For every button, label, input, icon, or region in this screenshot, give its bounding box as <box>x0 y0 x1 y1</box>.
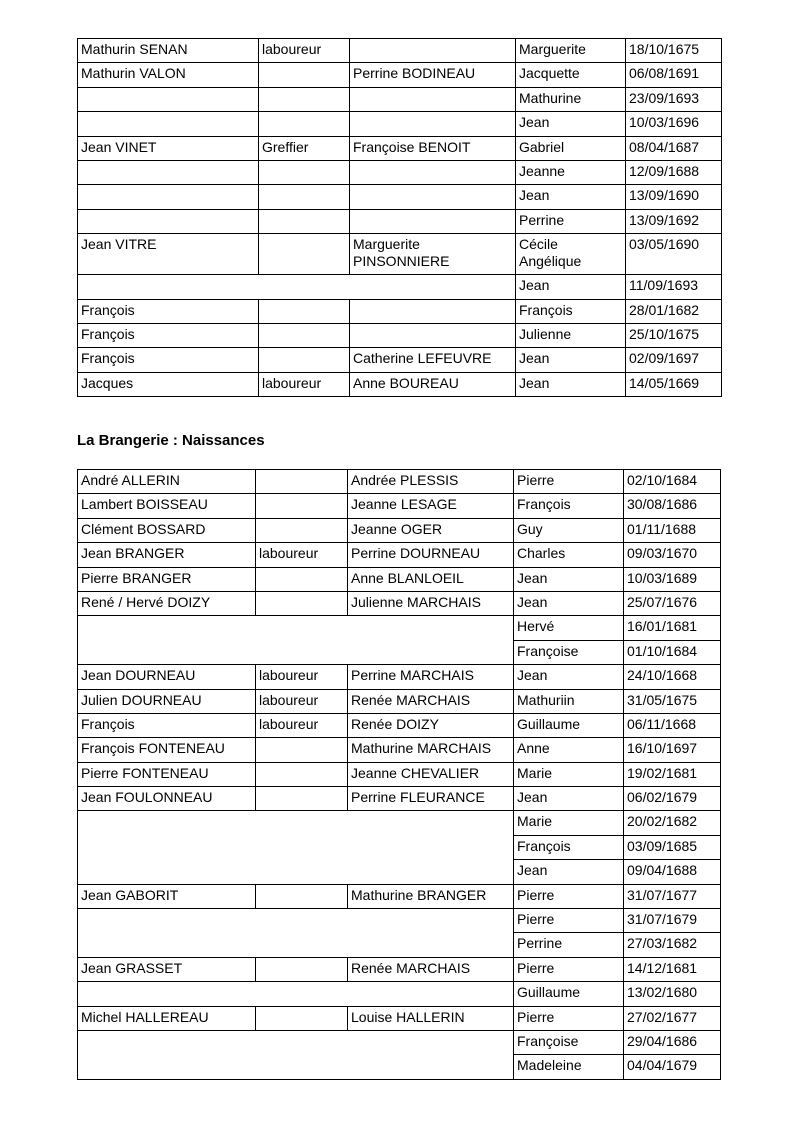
father-name-cell: Julien DOURNEAU <box>78 689 256 713</box>
baptism-table-continued <box>77 38 722 397</box>
father-name-cell: Clément BOSSARD <box>78 518 256 542</box>
table-row <box>78 787 721 811</box>
merged-cell <box>78 909 514 958</box>
table-row <box>78 543 721 567</box>
child-name-cell: François <box>516 299 626 323</box>
profession-cell <box>256 884 348 908</box>
table-row <box>78 63 722 87</box>
child-name-cell: Françoise <box>514 640 624 664</box>
profession-cell <box>256 518 348 542</box>
child-name-cell: Jean <box>514 860 624 884</box>
profession-cell <box>259 160 350 184</box>
mother-name-cell: Perrine DOURNEAU <box>348 543 514 567</box>
merged-cell <box>78 982 514 1006</box>
mother-name-cell: Perrine BODINEAU <box>350 63 516 87</box>
birth-date-cell: 13/09/1690 <box>626 185 722 209</box>
mother-name-cell: Marguerite PINSONNIERE <box>350 234 516 275</box>
father-name-cell <box>78 185 259 209</box>
birth-date-cell: 13/09/1692 <box>626 209 722 233</box>
father-name-cell: François <box>78 713 256 737</box>
table-row <box>78 372 722 396</box>
birth-date-cell: 03/09/1685 <box>624 835 721 859</box>
child-name-cell: Guillaume <box>514 713 624 737</box>
child-name-cell: Jean <box>514 787 624 811</box>
child-name-cell: Guillaume <box>514 982 624 1006</box>
birth-date-cell: 06/11/1668 <box>624 713 721 737</box>
father-name-cell: Jacques <box>78 372 259 396</box>
table-row <box>78 689 721 713</box>
child-name-cell: Guy <box>514 518 624 542</box>
mother-name-cell: Catherine LEFEUVRE <box>350 348 516 372</box>
profession-cell <box>256 738 348 762</box>
mother-name-cell: Mathurine BRANGER <box>348 884 514 908</box>
birth-date-cell: 20/02/1682 <box>624 811 721 835</box>
child-name-cell: Jacquette <box>516 63 626 87</box>
table-row <box>78 160 722 184</box>
table-row <box>78 185 722 209</box>
profession-cell <box>256 787 348 811</box>
father-name-cell: Mathurin SENAN <box>78 39 259 63</box>
mother-name-cell: Jeanne OGER <box>348 518 514 542</box>
merged-cell <box>78 275 516 299</box>
table-row <box>78 275 722 299</box>
birth-date-cell: 14/12/1681 <box>624 957 721 981</box>
table-row <box>78 738 721 762</box>
profession-cell <box>256 591 348 615</box>
profession-cell: laboureur <box>256 665 348 689</box>
birth-date-cell: 01/10/1684 <box>624 640 721 664</box>
merged-cell <box>78 616 514 665</box>
mother-name-cell: Mathurine MARCHAIS <box>348 738 514 762</box>
mother-name-cell: Julienne MARCHAIS <box>348 591 514 615</box>
birth-date-cell: 08/04/1687 <box>626 136 722 160</box>
child-name-cell: Marie <box>514 811 624 835</box>
table-row <box>78 348 722 372</box>
father-name-cell: Jean GABORIT <box>78 884 256 908</box>
table-row <box>78 1006 721 1030</box>
table-row <box>78 713 721 737</box>
child-name-cell: Pierre <box>514 470 624 494</box>
father-name-cell: François <box>78 323 259 347</box>
child-name-cell: Charles <box>514 543 624 567</box>
child-name-cell: Jean <box>516 185 626 209</box>
profession-cell <box>256 957 348 981</box>
profession-cell: laboureur <box>256 713 348 737</box>
mother-name-cell: Louise HALLERIN <box>348 1006 514 1030</box>
profession-cell <box>259 112 350 136</box>
table-row <box>78 909 721 933</box>
child-name-cell: Jean <box>516 275 626 299</box>
father-name-cell: Pierre BRANGER <box>78 567 256 591</box>
child-name-cell: Jean <box>516 372 626 396</box>
child-name-cell: Gabriel <box>516 136 626 160</box>
father-name-cell: Jean BRANGER <box>78 543 256 567</box>
birth-date-cell: 25/07/1676 <box>624 591 721 615</box>
child-name-cell: Françoise <box>514 1030 624 1054</box>
profession-cell: laboureur <box>259 39 350 63</box>
table-row <box>78 299 722 323</box>
birth-date-cell: 04/04/1679 <box>624 1055 721 1079</box>
mother-name-cell <box>350 39 516 63</box>
child-name-cell: Mathuriin <box>514 689 624 713</box>
mother-name-cell <box>350 112 516 136</box>
child-name-cell: Pierre <box>514 909 624 933</box>
birth-date-cell: 18/10/1675 <box>626 39 722 63</box>
child-name-cell: Jean <box>516 348 626 372</box>
child-name-cell: Pierre <box>514 957 624 981</box>
table-row <box>78 209 722 233</box>
profession-cell <box>259 209 350 233</box>
birth-date-cell: 01/11/1688 <box>624 518 721 542</box>
mother-name-cell <box>350 160 516 184</box>
father-name-cell: Jean GRASSET <box>78 957 256 981</box>
profession-cell <box>256 762 348 786</box>
profession-cell: laboureur <box>256 543 348 567</box>
mother-name-cell <box>350 185 516 209</box>
table-row <box>78 616 721 640</box>
father-name-cell: Mathurin VALON <box>78 63 259 87</box>
merged-cell <box>78 811 514 884</box>
profession-cell: Greffier <box>259 136 350 160</box>
child-name-cell: François <box>514 494 624 518</box>
mother-name-cell <box>350 209 516 233</box>
brangerie-births-table <box>77 469 721 1080</box>
mother-name-cell: Andrée PLESSIS <box>348 470 514 494</box>
birth-date-cell: 02/09/1697 <box>626 348 722 372</box>
birth-date-cell: 31/07/1679 <box>624 909 721 933</box>
table-row <box>78 39 722 63</box>
birth-date-cell: 06/08/1691 <box>626 63 722 87</box>
mother-name-cell: Françoise BENOIT <box>350 136 516 160</box>
father-name-cell: André ALLERIN <box>78 470 256 494</box>
profession-cell <box>259 63 350 87</box>
child-name-cell: Madeleine <box>514 1055 624 1079</box>
father-name-cell: René / Hervé DOIZY <box>78 591 256 615</box>
profession-cell <box>256 470 348 494</box>
table-row <box>78 567 721 591</box>
child-name-cell: Mathurine <box>516 87 626 111</box>
profession-cell: laboureur <box>259 372 350 396</box>
birth-date-cell: 13/02/1680 <box>624 982 721 1006</box>
father-name-cell: François FONTENEAU <box>78 738 256 762</box>
table-row <box>78 87 722 111</box>
mother-name-cell: Jeanne CHEVALIER <box>348 762 514 786</box>
profession-cell <box>256 567 348 591</box>
birth-date-cell: 27/02/1677 <box>624 1006 721 1030</box>
birth-date-cell: 29/04/1686 <box>624 1030 721 1054</box>
child-name-cell: Jean <box>516 112 626 136</box>
profession-cell <box>256 1006 348 1030</box>
table-row <box>78 136 722 160</box>
child-name-cell: François <box>514 835 624 859</box>
father-name-cell <box>78 87 259 111</box>
child-name-cell: Jean <box>514 567 624 591</box>
father-name-cell: Michel HALLEREAU <box>78 1006 256 1030</box>
father-name-cell: François <box>78 348 259 372</box>
table-row <box>78 957 721 981</box>
child-name-cell: Perrine <box>516 209 626 233</box>
table-row <box>78 323 722 347</box>
father-name-cell: Pierre FONTENEAU <box>78 762 256 786</box>
table-row <box>78 518 721 542</box>
birth-date-cell: 10/03/1689 <box>624 567 721 591</box>
profession-cell <box>259 323 350 347</box>
mother-name-cell: Anne BLANLOEIL <box>348 567 514 591</box>
birth-date-cell: 06/02/1679 <box>624 787 721 811</box>
birth-date-cell: 10/03/1696 <box>626 112 722 136</box>
birth-date-cell: 12/09/1688 <box>626 160 722 184</box>
child-name-cell: Jean <box>514 665 624 689</box>
profession-cell <box>259 234 350 275</box>
table-row <box>78 470 721 494</box>
mother-name-cell: Perrine FLEURANCE <box>348 787 514 811</box>
mother-name-cell <box>350 299 516 323</box>
table-row <box>78 234 722 275</box>
birth-date-cell: 02/10/1684 <box>624 470 721 494</box>
father-name-cell: Lambert BOISSEAU <box>78 494 256 518</box>
profession-cell <box>259 185 350 209</box>
child-name-cell: Pierre <box>514 1006 624 1030</box>
profession-cell <box>259 348 350 372</box>
table-row <box>78 494 721 518</box>
birth-date-cell: 23/09/1693 <box>626 87 722 111</box>
mother-name-cell: Renée MARCHAIS <box>348 957 514 981</box>
child-name-cell: Marguerite <box>516 39 626 63</box>
father-name-cell: Jean VITRE <box>78 234 259 275</box>
mother-name-cell: Renée DOIZY <box>348 713 514 737</box>
profession-cell <box>259 299 350 323</box>
mother-name-cell: Perrine MARCHAIS <box>348 665 514 689</box>
father-name-cell: Jean DOURNEAU <box>78 665 256 689</box>
birth-date-cell: 25/10/1675 <box>626 323 722 347</box>
birth-date-cell: 09/03/1670 <box>624 543 721 567</box>
mother-name-cell <box>350 87 516 111</box>
mother-name-cell: Jeanne LESAGE <box>348 494 514 518</box>
child-name-cell: Marie <box>514 762 624 786</box>
father-name-cell: Jean VINET <box>78 136 259 160</box>
birth-date-cell: 14/05/1669 <box>626 372 722 396</box>
birth-date-cell: 19/02/1681 <box>624 762 721 786</box>
child-name-cell: Julienne <box>516 323 626 347</box>
birth-date-cell: 11/09/1693 <box>626 275 722 299</box>
birth-date-cell: 03/05/1690 <box>626 234 722 275</box>
child-name-cell: Hervé <box>514 616 624 640</box>
child-name-cell: Jeanne <box>516 160 626 184</box>
mother-name-cell: Renée MARCHAIS <box>348 689 514 713</box>
birth-date-cell: 31/07/1677 <box>624 884 721 908</box>
profession-cell <box>259 87 350 111</box>
father-name-cell: François <box>78 299 259 323</box>
birth-date-cell: 16/01/1681 <box>624 616 721 640</box>
birth-date-cell: 31/05/1675 <box>624 689 721 713</box>
table-row <box>78 591 721 615</box>
table-row <box>78 811 721 835</box>
child-name-cell: Jean <box>514 591 624 615</box>
profession-cell: laboureur <box>256 689 348 713</box>
table-row <box>78 1030 721 1054</box>
table-row <box>78 884 721 908</box>
profession-cell <box>256 494 348 518</box>
mother-name-cell <box>350 323 516 347</box>
birth-date-cell: 09/04/1688 <box>624 860 721 884</box>
child-name-cell: Pierre <box>514 884 624 908</box>
father-name-cell <box>78 112 259 136</box>
table-row <box>78 665 721 689</box>
mother-name-cell: Anne BOUREAU <box>350 372 516 396</box>
table-row <box>78 982 721 1006</box>
birth-date-cell: 30/08/1686 <box>624 494 721 518</box>
child-name-cell: Anne <box>514 738 624 762</box>
birth-date-cell: 27/03/1682 <box>624 933 721 957</box>
father-name-cell <box>78 209 259 233</box>
merged-cell <box>78 1030 514 1079</box>
father-name-cell <box>78 160 259 184</box>
child-name-cell: Perrine <box>514 933 624 957</box>
birth-date-cell: 24/10/1668 <box>624 665 721 689</box>
birth-date-cell: 28/01/1682 <box>626 299 722 323</box>
child-name-cell: Cécile Angélique <box>516 234 626 275</box>
father-name-cell: Jean FOULONNEAU <box>78 787 256 811</box>
section-title: La Brangerie : Naissances <box>77 432 265 449</box>
birth-date-cell: 16/10/1697 <box>624 738 721 762</box>
table-row <box>78 112 722 136</box>
table-row <box>78 762 721 786</box>
